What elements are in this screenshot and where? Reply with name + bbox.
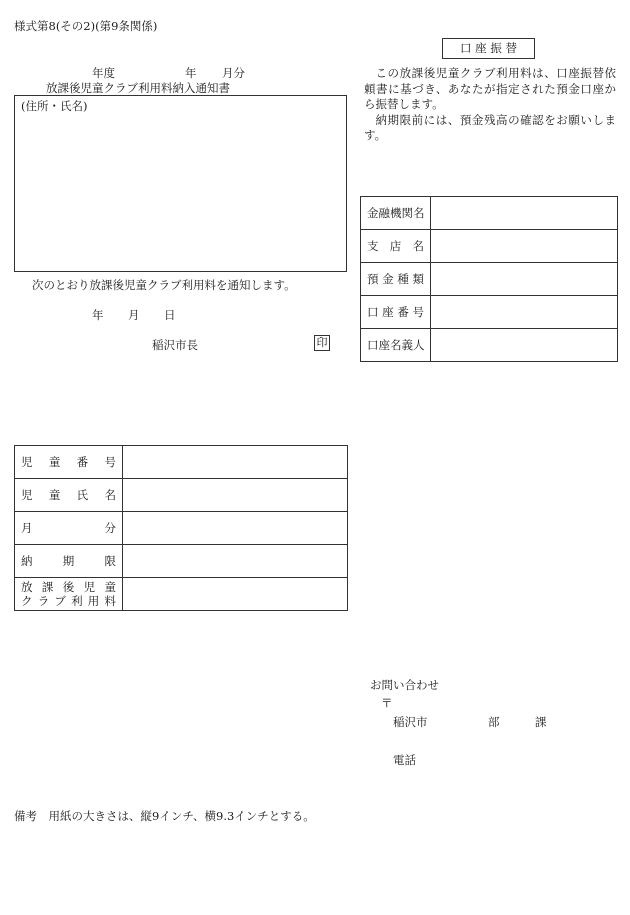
table-row	[361, 296, 618, 329]
child-name-label	[15, 479, 123, 512]
label-char: 座	[378, 338, 390, 352]
footnote: 備考 用紙の大きさは、縦9インチ、横9.3インチとする。	[14, 809, 315, 823]
bank-name-label	[361, 197, 431, 230]
label-char: 名	[390, 338, 402, 352]
label-char: 預	[367, 272, 379, 286]
month-portion-label: 月分	[222, 66, 245, 80]
label-char: 放	[21, 580, 33, 594]
branch-name-field[interactable]	[431, 230, 618, 263]
label-char: ブ	[54, 594, 66, 608]
child-number-label	[15, 446, 123, 479]
label-char: 店	[389, 239, 402, 253]
label-char: 号	[412, 305, 424, 319]
fee-field[interactable]	[123, 578, 348, 611]
label-char: 名	[413, 206, 425, 220]
label-char: 支	[367, 239, 379, 253]
contact-city: 稲沢市	[393, 715, 428, 729]
table-row	[15, 479, 348, 512]
bank-name-field[interactable]	[431, 197, 618, 230]
seal-mark: 印	[314, 335, 330, 351]
issuer-name: 稲沢市長	[152, 338, 198, 352]
transfer-text-1: この放課後児童クラブ利用料は、口座振替依頼書に基づき、あなたが指定された預金口座から振替します。	[364, 66, 616, 111]
details-table	[14, 445, 348, 611]
account-number-label	[361, 296, 431, 329]
form-code: 様式第8(その2)(第9条関係)	[14, 19, 158, 33]
due-date-field[interactable]	[123, 545, 348, 578]
label-char: 童	[48, 488, 61, 502]
label-char: 童	[104, 580, 116, 594]
label-char: 口	[367, 305, 379, 319]
label-char: 児	[83, 580, 96, 594]
postal-mark: 〒	[381, 696, 393, 710]
due-date-label	[15, 545, 123, 578]
label-char: 名	[412, 239, 424, 253]
label-char: 期	[62, 554, 75, 568]
table-row	[15, 545, 348, 578]
label-char: ラ	[37, 594, 50, 608]
label-char: 限	[104, 554, 116, 568]
account-number-field[interactable]	[431, 296, 618, 329]
bank-info-table	[360, 196, 618, 362]
label-char: 氏	[76, 488, 89, 502]
label-char: 口	[367, 338, 379, 352]
fee-label	[15, 578, 123, 611]
notice-message: 次のとおり放課後児童クラブ利用料を通知します。	[32, 278, 296, 292]
child-name-field[interactable]	[123, 479, 348, 512]
contact-section: 課	[535, 715, 547, 729]
label-char: 月	[21, 521, 33, 535]
transfer-text-2: 納期限前には、預金残高の確認をお願いします。	[364, 112, 616, 142]
label-char: 融	[378, 206, 390, 220]
contact-department: 部	[488, 715, 500, 729]
label-char: 名	[104, 488, 116, 502]
address-label: (住所・氏名)	[21, 99, 88, 113]
deposit-type-label	[361, 263, 431, 296]
table-row	[15, 512, 348, 545]
label-char: 番	[76, 455, 89, 469]
label-char: 号	[104, 455, 116, 469]
address-box	[14, 95, 347, 272]
contact-phone: 電話	[393, 753, 416, 767]
label-char: 用	[87, 594, 100, 608]
year-label: 年	[185, 66, 197, 80]
table-row	[15, 446, 348, 479]
label-char: 課	[41, 580, 54, 594]
table-row	[361, 263, 618, 296]
label-char: ク	[21, 594, 33, 608]
label-char: 番	[397, 305, 409, 319]
label-char: 種	[397, 272, 409, 286]
label-char: 金	[382, 272, 394, 286]
account-holder-label	[361, 329, 431, 362]
label-char: 児	[21, 488, 33, 502]
account-holder-field[interactable]	[431, 329, 618, 362]
date-day: 日	[164, 308, 176, 322]
deposit-type-field[interactable]	[431, 263, 618, 296]
table-row	[15, 578, 348, 611]
label-char: 座	[382, 305, 394, 319]
branch-name-label	[361, 230, 431, 263]
label-char: 納	[21, 554, 33, 568]
label-char: 関	[401, 206, 413, 220]
notice-title: 放課後児童クラブ利用料納入通知書	[46, 81, 230, 95]
month-label	[15, 512, 123, 545]
label-char: 利	[71, 594, 83, 608]
date-year: 年	[92, 308, 104, 322]
contact-heading: お問い合わせ	[370, 678, 439, 692]
label-char: 童	[48, 455, 61, 469]
label-char: 機	[390, 206, 402, 220]
fiscal-year-label: 年度	[92, 66, 115, 80]
label-char: 金	[367, 206, 379, 220]
label-char: 後	[62, 580, 75, 594]
label-char: 分	[104, 521, 116, 535]
label-char: 料	[104, 594, 116, 608]
label-char: 人	[413, 338, 425, 352]
month-field[interactable]	[123, 512, 348, 545]
date-month: 月	[128, 308, 140, 322]
table-row	[361, 197, 618, 230]
table-row	[361, 329, 618, 362]
label-char: 義	[401, 338, 413, 352]
transfer-heading: 口 座 振 替	[442, 38, 535, 59]
child-number-field[interactable]	[123, 446, 348, 479]
table-row	[361, 230, 618, 263]
transfer-text	[364, 66, 616, 144]
label-char: 児	[21, 455, 33, 469]
label-char: 類	[412, 272, 424, 286]
